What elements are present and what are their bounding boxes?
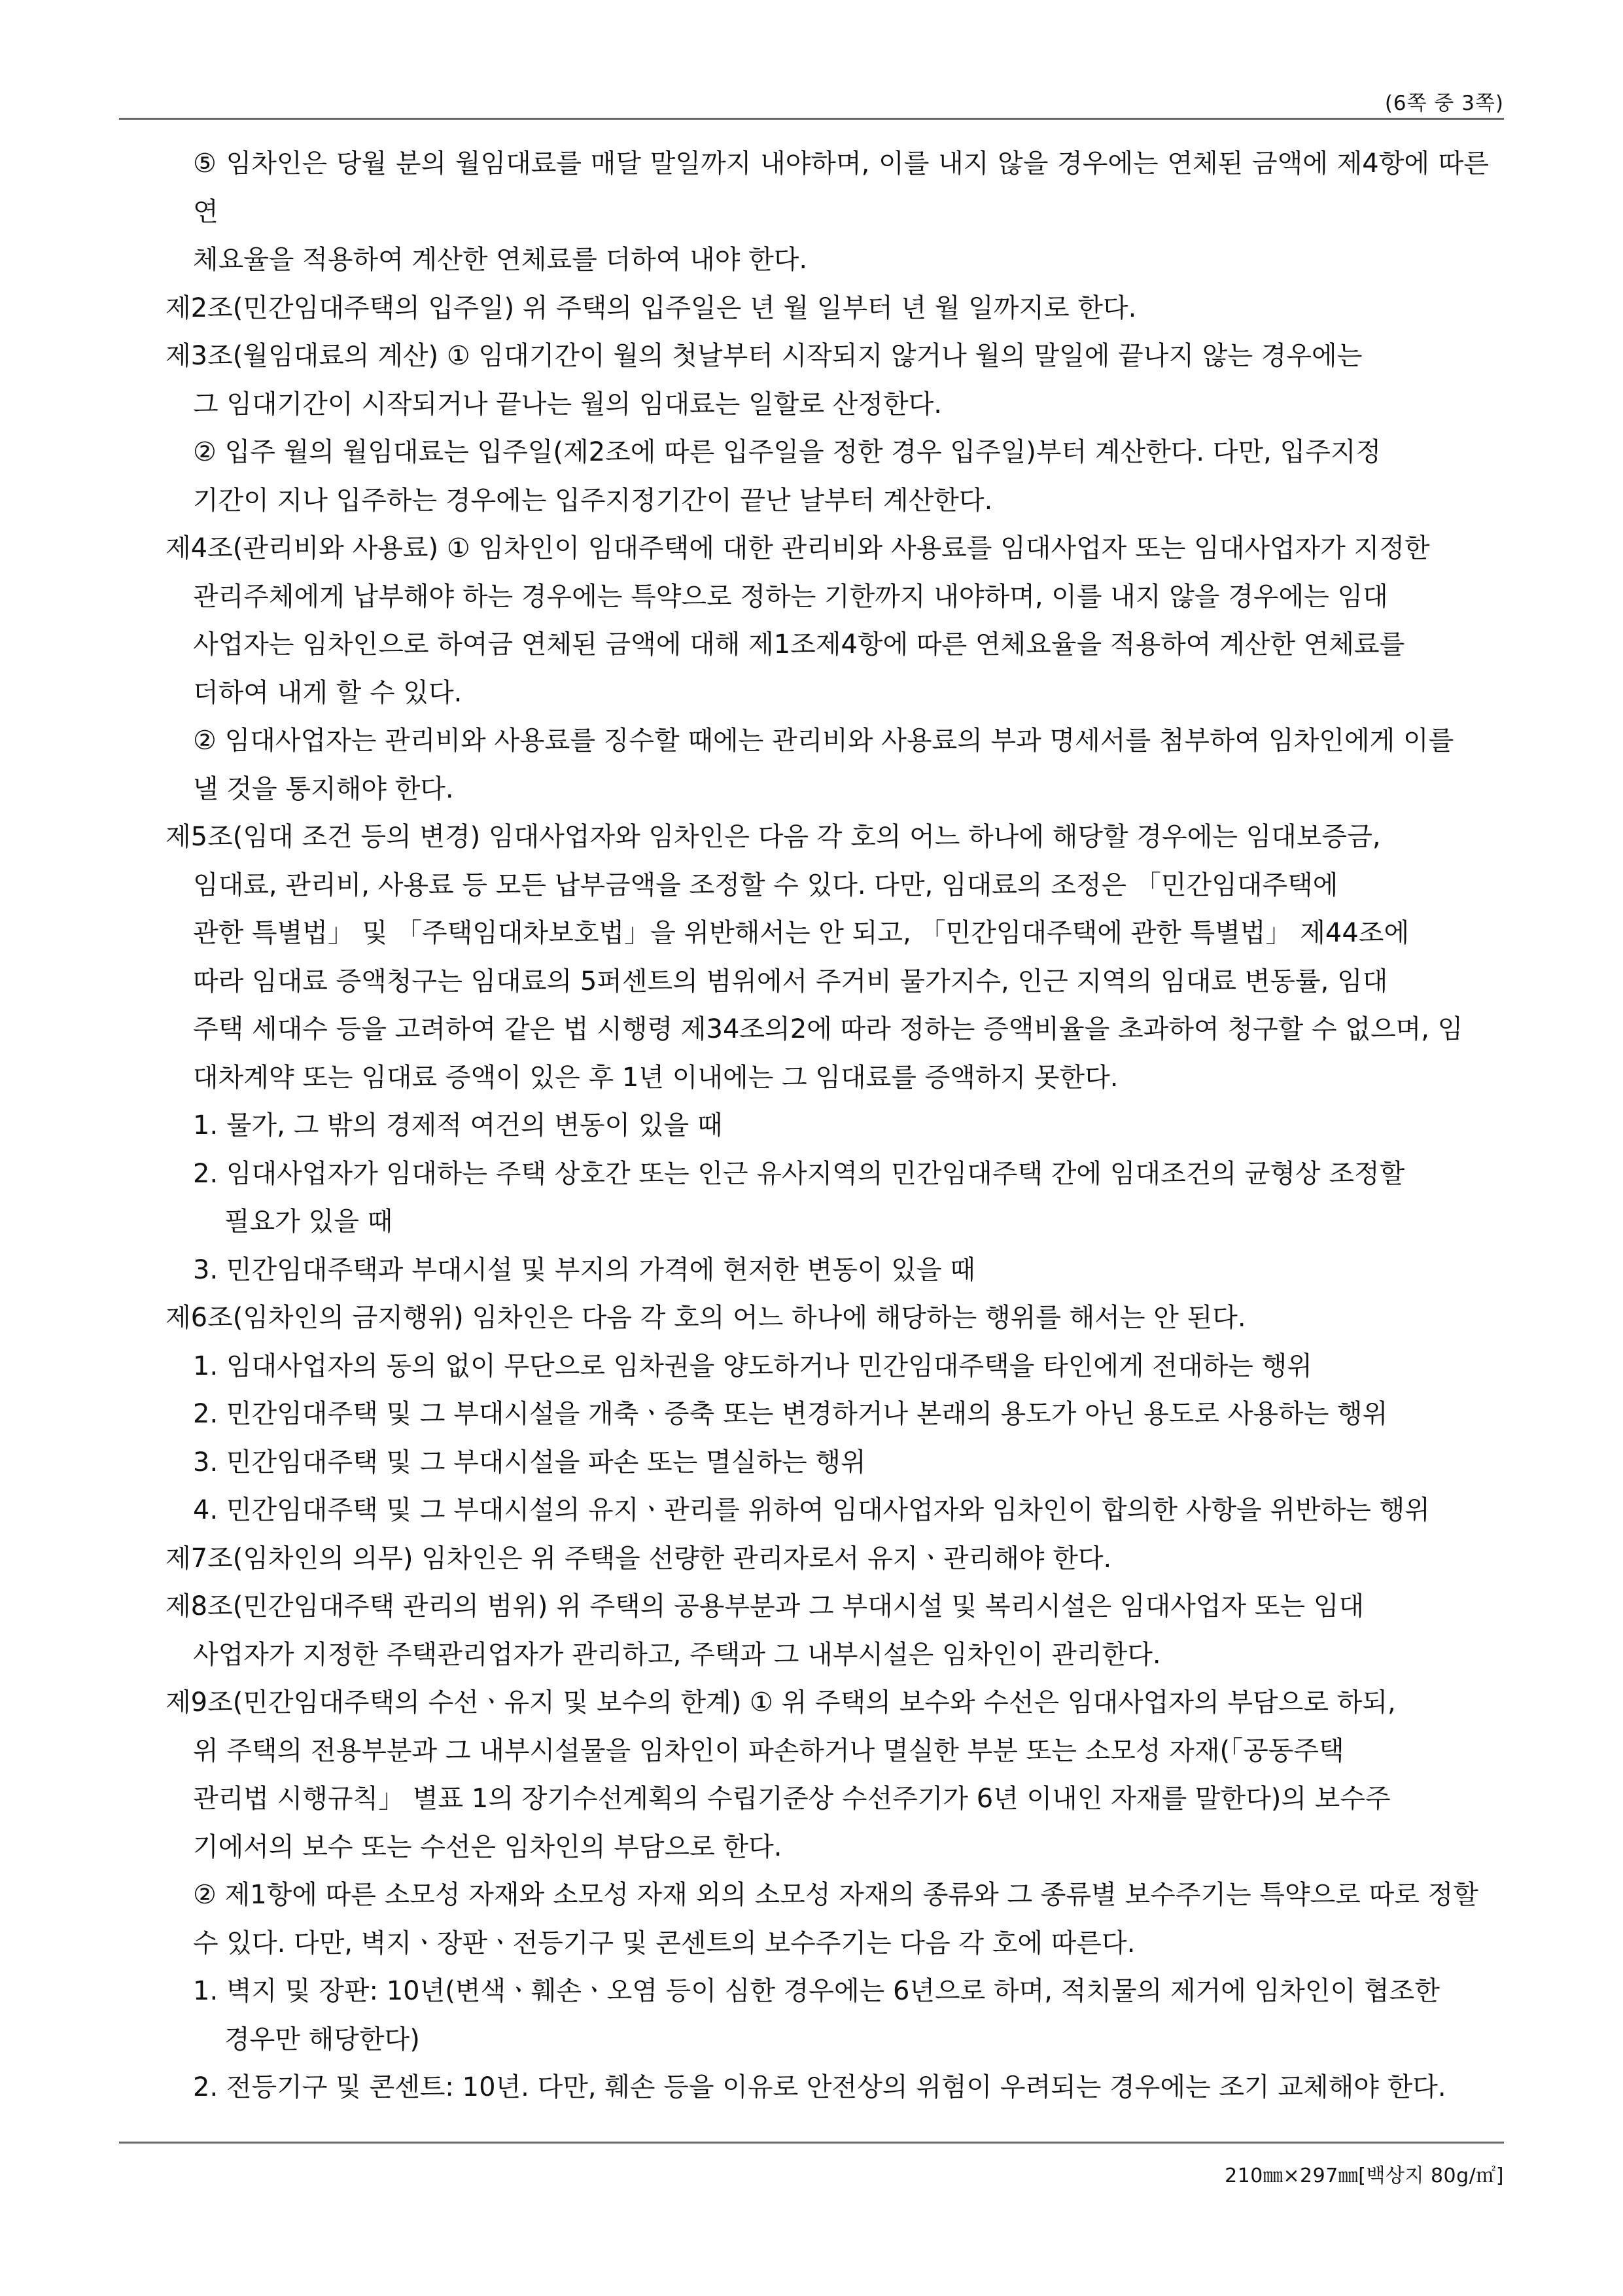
list-item-line: 1. 임대사업자의 동의 없이 무단으로 임차권을 양도하거나 민간임대주택을 타인에게 전대하는 행위 [193, 1351, 1312, 1381]
footer-divider [119, 2142, 1504, 2144]
paragraph-line: 따라 임대료 증액청구는 임대료의 5퍼센트의 범위에서 주거비 물가지수, 인근 지역의 임대료 변동률, 임대 [193, 966, 1388, 997]
paragraph-line: 주택 세대수 등을 고려하여 같은 법 시행령 제34조의2에 따라 정하는 증액비율을 초과하여 청구할 수 없으며, 임 [193, 1014, 1463, 1044]
article-line: 제7조(임차인의 의무) 임차인은 위 주택을 선량한 관리자로서 유지ㆍ관리해야 한다. [166, 1543, 1112, 1574]
list-item-line: 경우만 해당한다) [224, 2024, 420, 2055]
article-line: 제8조(민간임대주택 관리의 범위) 위 주택의 공용부분과 그 부대시설 및 복리시설은 임대사업자 또는 임대 [166, 1591, 1365, 1621]
paragraph-line: 체요율을 적용하여 계산한 연체료를 더하여 내야 한다. [193, 245, 808, 275]
paragraph-line: ⑤ 임차인은 당월 분의 월임대료를 매달 말일까지 내야하며, 이를 내지 않을 경우에는 연체된 금액에 제4항에 따른 연 [193, 149, 1489, 227]
list-item-line: 필요가 있을 때 [224, 1207, 393, 1237]
list-item-line: 2. 전등기구 및 콘센트: 10년. 다만, 훼손 등을 이유로 안전상의 위험이 우려되는 경우에는 조기 교체해야 한다. [193, 2072, 1446, 2102]
list-item-line: 1. 물가, 그 밖의 경제적 여건의 변동이 있을 때 [193, 1110, 723, 1140]
article-line: 제2조(민간임대주택의 입주일) 위 주택의 입주일은 년 월 일부터 년 월 일까지로 한다. [166, 292, 1137, 323]
list-item-line: 2. 임대사업자가 임대하는 주택 상호간 또는 인근 유사지역의 민간임대주택 간에 임대조건의 균형상 조정할 [193, 1158, 1405, 1189]
article-line: 제6조(임차인의 금지행위) 임차인은 다음 각 호의 어느 하나에 해당하는 행위를 해서는 안 된다. [166, 1303, 1246, 1333]
paragraph-line: ② 임대사업자는 관리비와 사용료를 징수할 때에는 관리비와 사용료의 부과 명세서를 첨부하여 임차인에게 이를 [193, 726, 1454, 756]
paragraph-line: ② 입주 월의 월임대료는 입주일(제2조에 따른 입주일을 정한 경우 입주일)부터 계산한다. 다만, 입주지정 [193, 437, 1382, 467]
paragraph-line: 관리법 시행규칙」 별표 1의 장기수선계획의 수립기준상 수선주기가 6년 이내인 자재를 말한다)의 보수주 [193, 1784, 1391, 1814]
paragraph-line: 위 주택의 전용부분과 그 내부시설물을 임차인이 파손하거나 멸실한 부분 또는 소모성 자재(「공동주택 [193, 1735, 1344, 1766]
paragraph-line: 사업자가 지정한 주택관리업자가 관리하고, 주택과 그 내부시설은 임차인이 관리한다. [193, 1639, 1161, 1670]
paragraph-line: 낼 것을 통지해야 한다. [193, 773, 454, 804]
document-body [167, 140, 1489, 2112]
list-item-line: 3. 민간임대주택과 부대시설 및 부지의 가격에 현저한 변동이 있을 때 [193, 1254, 975, 1285]
article-line: 제9조(민간임대주택의 수선ㆍ유지 및 보수의 한계) ① 위 주택의 보수와 수선은 임대사업자의 부담으로 하되, [166, 1687, 1396, 1718]
list-item-line: 3. 민간임대주택 및 그 부대시설을 파손 또는 멸실하는 행위 [193, 1447, 866, 1477]
article-line: 제3조(월임대료의 계산) ① 임대기간이 월의 첫날부터 시작되지 않거나 월의 말일에 끝나지 않는 경우에는 [166, 341, 1363, 371]
paragraph-line: 대차계약 또는 임대료 증액이 있은 후 1년 이내에는 그 임대료를 증액하지 못한다. [193, 1062, 1119, 1093]
list-item-line: 4. 민간임대주택 및 그 부대시설의 유지ㆍ관리를 위하여 임대사업자와 임차인이 합의한 사항을 위반하는 행위 [193, 1495, 1430, 1525]
paragraph-line: 임대료, 관리비, 사용료 등 모든 납부금액을 조정할 수 있다. 다만, 임대료의 조정은 「민간임대주택에 [193, 870, 1338, 900]
paragraph-line: 수 있다. 다만, 벽지ㆍ장판ㆍ전등기구 및 콘센트의 보수주기는 다음 각 호에 따른다. [193, 1928, 1136, 1958]
paragraph-line: 기간이 지나 입주하는 경우에는 입주지정기간이 끝난 날부터 계산한다. [193, 485, 993, 516]
paragraph-line: 관리주체에게 납부해야 하는 경우에는 특약으로 정하는 기한까지 내야하며, 이를 내지 않을 경우에는 임대 [193, 581, 1388, 612]
paragraph-line: 기에서의 보수 또는 수선은 임차인의 부담으로 한다. [193, 1831, 782, 1862]
paragraph-line: 더하여 내게 할 수 있다. [193, 677, 462, 708]
list-item-line: 1. 벽지 및 장판: 10년(변색ㆍ훼손ㆍ오염 등이 심한 경우에는 6년으로 하며, 적치물의 제거에 임차인이 협조한 [193, 1976, 1440, 2006]
paragraph-line: 사업자는 임차인으로 하여금 연체된 금액에 대해 제1조제4항에 따른 연체요율을 적용하여 계산한 연체료를 [193, 629, 1405, 660]
paper-spec: 210㎜×297㎜[백상지 80g/㎡] [1225, 2164, 1504, 2187]
header-divider [119, 118, 1504, 120]
paragraph-line: 관한 특별법」 및 「주택임대차보호법」을 위반해서는 안 되고, 「민간임대주택에 관한 특별법」 제44조에 [193, 918, 1410, 948]
article-line: 제4조(관리비와 사용료) ① 임차인이 임대주택에 대한 관리비와 사용료를 임대사업자 또는 임대사업자가 지정한 [166, 533, 1430, 563]
paragraph-line: 그 임대기간이 시작되거나 끝나는 월의 임대료는 일할로 산정한다. [193, 389, 942, 419]
paragraph-line: ② 제1항에 따른 소모성 자재와 소모성 자재 외의 소모성 자재의 종류와 그 종류별 보수주기는 특약으로 따로 정할 [193, 1880, 1478, 1910]
list-item-line: 2. 민간임대주택 및 그 부대시설을 개축ㆍ증축 또는 변경하거나 본래의 용도가 아닌 용도로 사용하는 행위 [193, 1399, 1388, 1429]
article-line: 제5조(임대 조건 등의 변경) 임대사업자와 임차인은 다음 각 호의 어느 하나에 해당할 경우에는 임대보증금, [166, 822, 1381, 852]
page-number: (6쪽 중 3쪽) [1384, 92, 1504, 115]
